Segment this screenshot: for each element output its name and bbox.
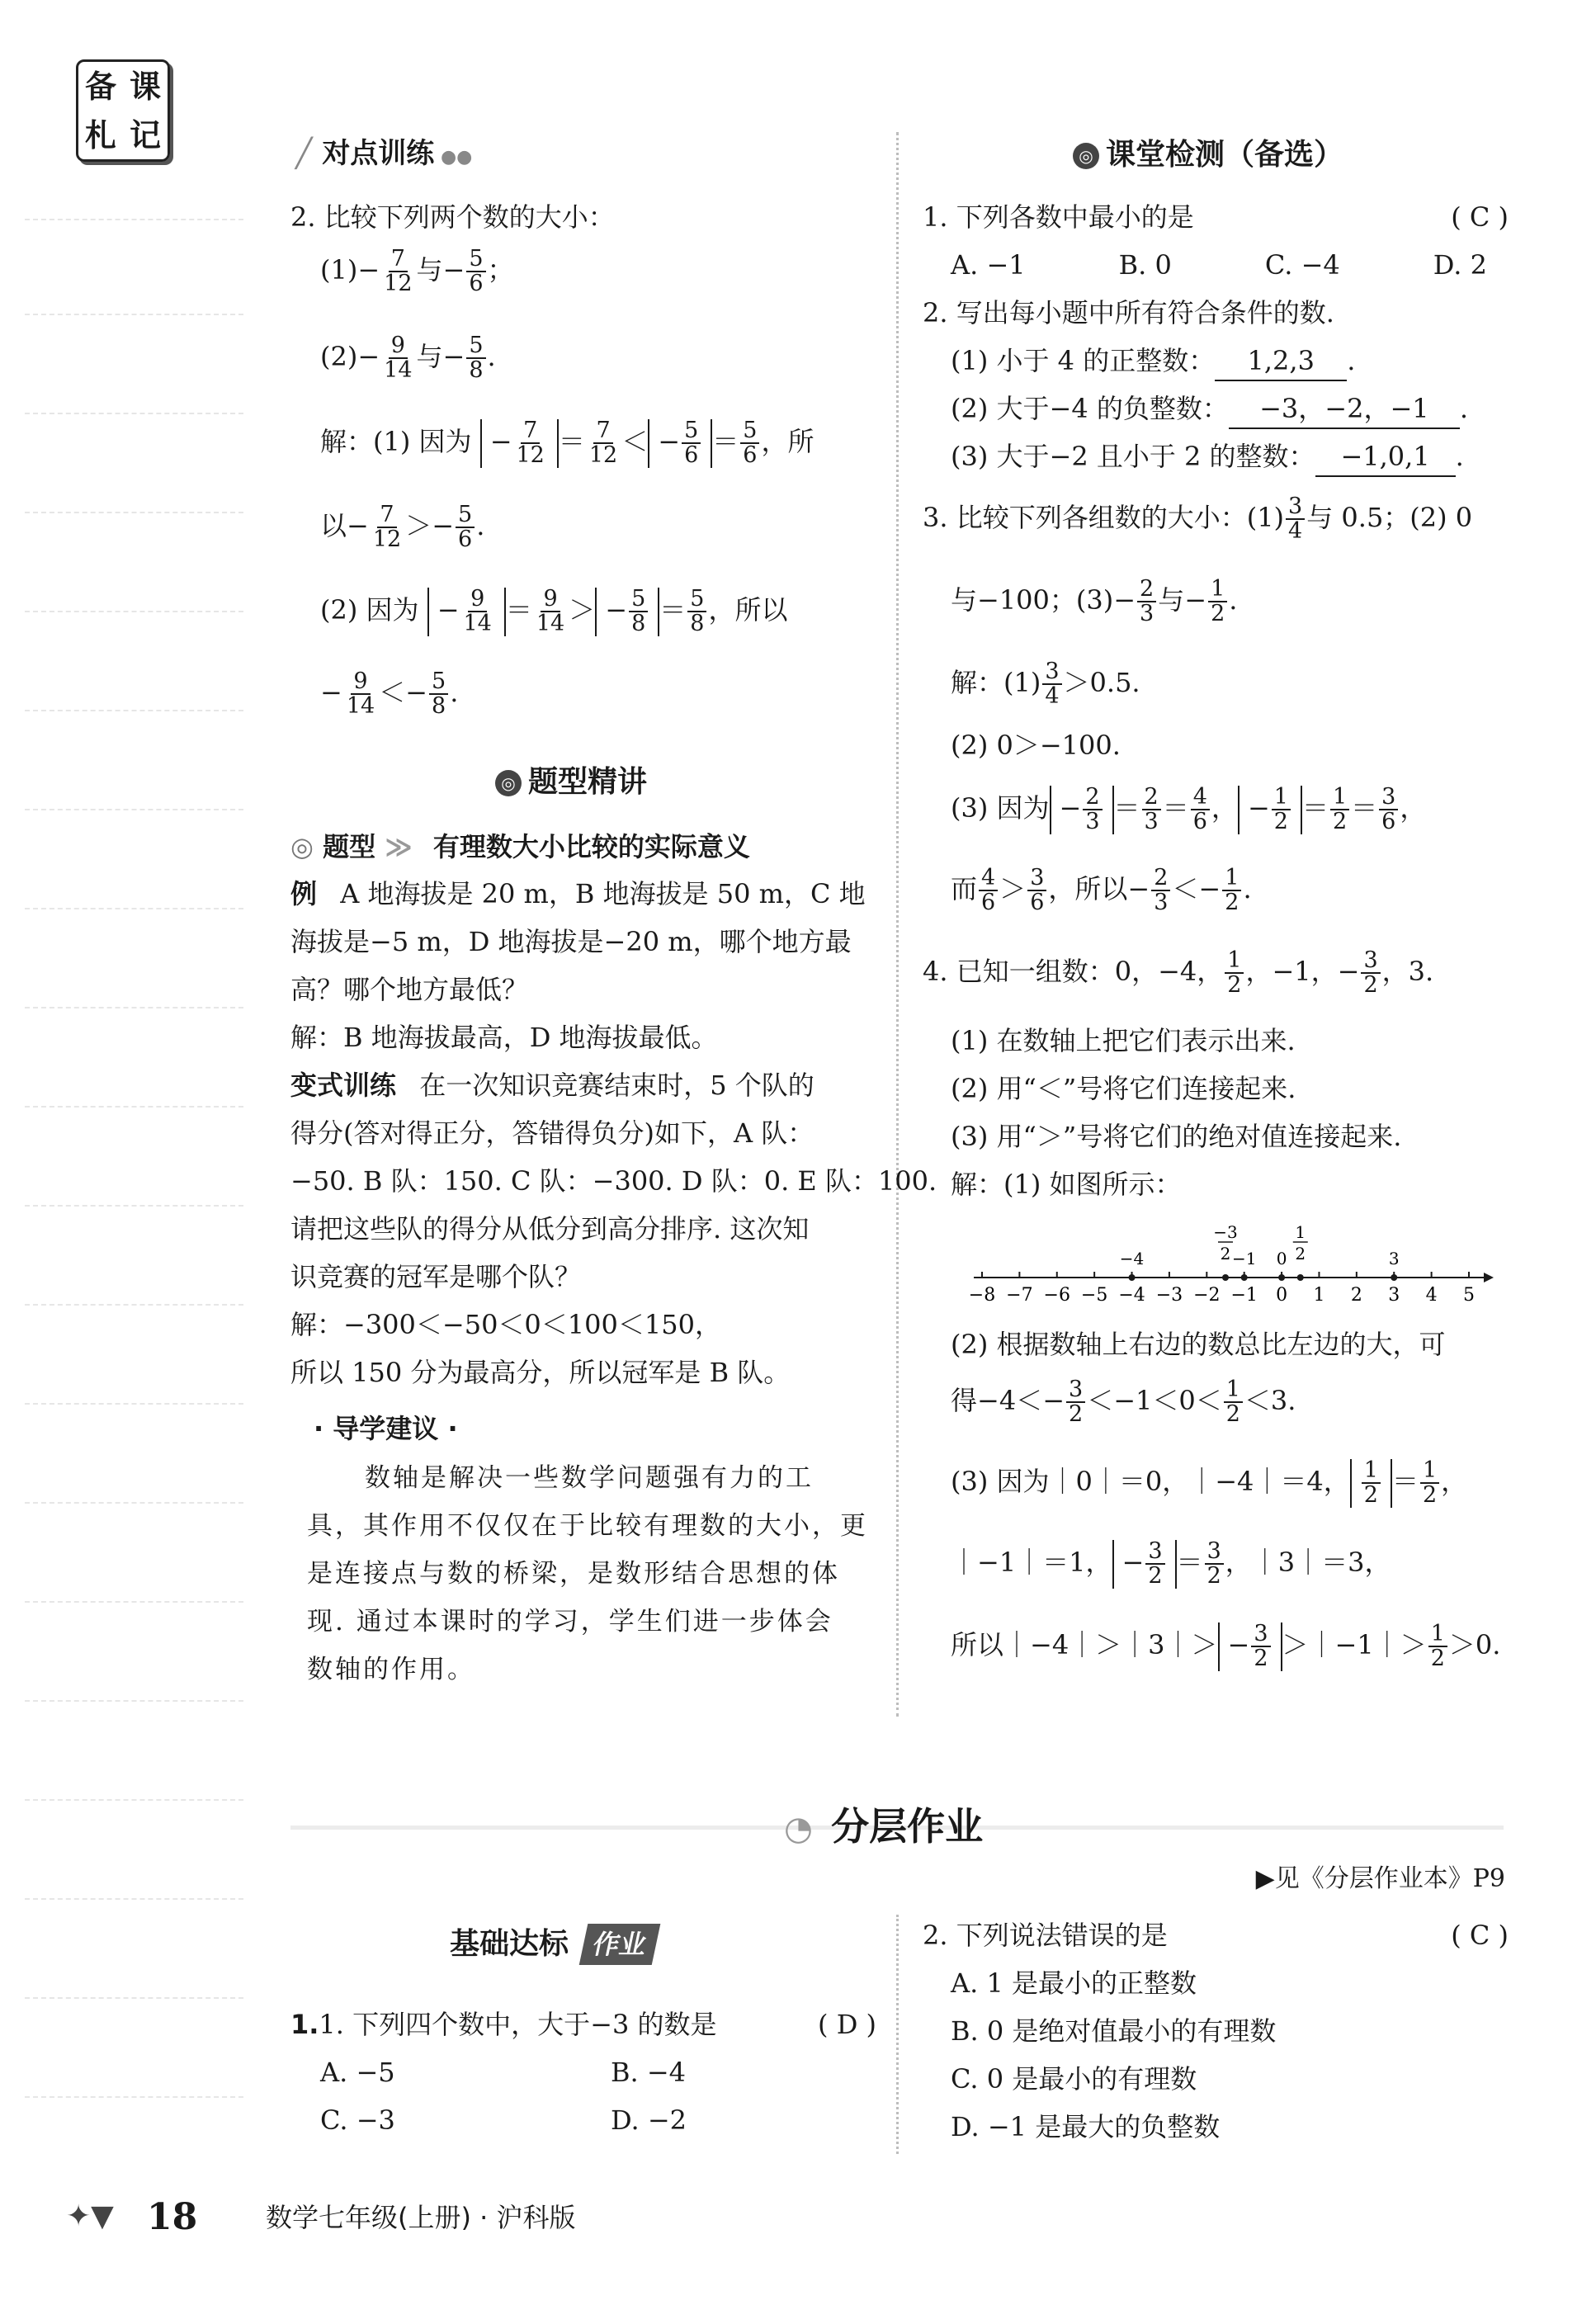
- stamp-char: 备: [84, 68, 116, 105]
- variant-line-2: 得分(答对得正分，答错得负分)如下，A 队：: [290, 1117, 815, 1149]
- section-icon: ◎: [495, 770, 522, 796]
- type-icon: ◎: [290, 831, 314, 862]
- stamp-char: 记: [129, 116, 161, 154]
- rq4-sol-2a: (2) 根据数轴上右边的数总比左边的大，可: [951, 1329, 1446, 1360]
- example-line-3: 高？哪个地方最低？: [290, 974, 529, 1005]
- point-marker: [1222, 1274, 1229, 1281]
- rq3-sol-1: 解：(1) $\frac{3}{4}$ ＞0.5.: [951, 659, 1140, 710]
- solution-line-4: − $\frac{9}{14}$ ＜− $\frac{5}{8}$ .: [320, 668, 459, 720]
- point-marker: [1297, 1274, 1304, 1281]
- tip-line-3: 是连接点与数的桥梁，是数形结合思想的体: [307, 1559, 840, 1589]
- tick-label: −2: [1193, 1285, 1221, 1306]
- hq1: 1.1. 下列四个数中，大于−3 的数是 ( D ): [290, 2009, 876, 2040]
- column-divider: [896, 132, 899, 1717]
- solution-line-1: 解：(1) 因为 − $\frac{7}{12}$ ＝ $\frac{7}{12}$ ＜ − $\frac{5}{6}$ ＝ $\frac{5}{6}$ ，所: [320, 418, 815, 469]
- tick-label: −6: [1043, 1285, 1070, 1306]
- tick-label: −1: [1230, 1285, 1258, 1306]
- rq4-sol-5: 所以｜−4｜＞｜3｜＞ − $\frac{3}{2}$ ＞｜−1｜＞ $\frac{1}{2}$ ＞0.: [951, 1621, 1501, 1672]
- answer-blank: −1,0,1: [1315, 437, 1456, 477]
- rq1: 1. 下列各数中最小的是 ( C ): [923, 201, 1509, 233]
- point-label: −4: [1119, 1249, 1145, 1268]
- variant-line-4: 请把这些队的得分从低分到高分排序. 这次知: [290, 1213, 810, 1245]
- solution-line-3: (2) 因为 − $\frac{9}{14}$ ＝ $\frac{9}{14}$ ＞ − $\frac{5}{8}$ ＝ $\frac{5}{8}$ ，所以: [320, 586, 788, 637]
- hq2: 2. 下列说法错误的是 ( C ): [923, 1920, 1509, 1951]
- homework-reference: ▶见《分层作业本》P9: [1255, 1864, 1505, 1893]
- rq4-sol-1: 解：(1) 如图所示：: [951, 1169, 1182, 1200]
- point-label-denominator: 2: [1220, 1244, 1231, 1263]
- class-check-title: ◎ 课堂检测（备选）: [1073, 134, 1343, 177]
- rq4-item-2: (2) 用“＜”号将它们连接起来.: [951, 1073, 1296, 1104]
- answer-blank: −3，−2，−1: [1229, 390, 1460, 429]
- rq3-sol-4: 而 $\frac{4}{6}$ ＞ $\frac{3}{6}$ ，所以− $\frac{2}{3}$ ＜− $\frac{1}{2}$ .: [951, 865, 1252, 916]
- point-marker: [1278, 1274, 1285, 1281]
- tick-label: 3: [1388, 1285, 1400, 1306]
- variant-answer-1: 解：−300＜−50＜0＜100＜150，: [290, 1309, 721, 1340]
- rq2-item-1: (1) 小于 4 的正整数： 1,2,3 .: [951, 342, 1355, 381]
- book-title: 数学七年级(上册) · 沪科版: [266, 2202, 576, 2233]
- point-marker: [1241, 1274, 1248, 1281]
- rq2: 2. 写出每小题中所有符合条件的数.: [923, 297, 1334, 328]
- sidebar-stamp: [76, 59, 170, 162]
- tick-label: −4: [1118, 1285, 1145, 1306]
- example-line-1: 例 A 地海拔是 20 m，B 地海拔是 50 m，C 地: [290, 878, 866, 909]
- hq2-option-d: D. −1 是最大的负整数: [951, 2111, 1221, 2142]
- tip-title: · 导学建议 ·: [314, 1413, 458, 1444]
- question-2-left: 2. 比较下列两个数的大小：: [290, 201, 615, 233]
- section-icon: ◎: [1073, 143, 1099, 169]
- tick-label: 4: [1425, 1285, 1438, 1306]
- point-label-numerator: −3: [1213, 1222, 1238, 1242]
- tip-line-4: 现. 通过本课时的学习，学生们进一步体会: [307, 1607, 833, 1637]
- section-title-type-explained: ◎ 题型精讲: [495, 761, 647, 804]
- option-b: B. 0: [1118, 249, 1172, 281]
- variant-line-3: −50. B 队：150. C 队：−300. D 队：0. E 队：100.: [290, 1165, 937, 1197]
- rq4-sol-2b: 得−4＜− $\frac{3}{2}$ ＜−1＜0＜ $\frac{1}{2}$ ＜3.: [951, 1377, 1296, 1428]
- rq4-item-1: (1) 在数轴上把它们表示出来.: [951, 1025, 1296, 1056]
- type-heading: ◎ 题型 ≫ 有理数大小比较的实际意义: [290, 831, 750, 862]
- solution-line-2: 以− $\frac{7}{12}$ ＞− $\frac{5}{6}$ .: [320, 502, 485, 553]
- footer-mark-icon: ✦▼: [66, 2199, 114, 2233]
- tick-label: 2: [1350, 1285, 1362, 1306]
- tick-label: 5: [1463, 1285, 1475, 1306]
- rq3-line-1: 3. 比较下列各组数的大小：(1) $\frac{3}{4}$ 与 0.5；(2) 0: [923, 494, 1473, 545]
- variant-answer-2: 所以 150 分为最高分，所以冠军是 B 队。: [290, 1357, 791, 1388]
- homework-title: ◔ 分层作业: [784, 1804, 984, 1849]
- answer-blank: 1,2,3: [1215, 342, 1347, 381]
- tick-label: 1: [1313, 1285, 1325, 1306]
- option-d: D. 2: [1433, 249, 1487, 281]
- rq4-sol-4: ｜−1｜＝1， − $\frac{3}{2}$ ＝ $\frac{3}{2}$ ，｜3｜＝3，: [951, 1538, 1391, 1589]
- point-label-numerator: 1: [1295, 1222, 1306, 1242]
- hq1-option-d: D. −2: [611, 2104, 687, 2136]
- question-2-part2: (2)− $\frac{9}{14}$ 与− $\frac{5}{8}$ .: [320, 333, 496, 384]
- homework-divider: [896, 1915, 899, 2154]
- tick-label: −8: [968, 1285, 996, 1306]
- variant-line-1: 变式训练 在一次知识竞赛结束时，5 个队的: [290, 1070, 815, 1101]
- question-2-part1: (1)− $\frac{7}{12}$ 与− $\frac{5}{6}$ ；: [320, 246, 514, 297]
- basic-label: 基础达标 作业: [450, 1923, 656, 1966]
- tip-line-5: 数轴的作用。: [307, 1655, 475, 1684]
- rq3-sol-2: (2) 0＞−100.: [951, 730, 1121, 761]
- stamp-char: 课: [129, 68, 161, 105]
- point-marker: [1391, 1274, 1397, 1281]
- tick-label: 0: [1276, 1285, 1288, 1306]
- tick-label: −5: [1080, 1285, 1108, 1306]
- example-answer: 解：B 地海拔最高，D 地海拔最低。: [290, 1022, 718, 1053]
- rq4: 4. 已知一组数：0，−4， $\frac{1}{2}$ ，−1，− $\frac{3}{2}$ ，3.: [923, 947, 1434, 999]
- point-label-denominator: 2: [1295, 1244, 1306, 1263]
- rq4-sol-3: (3) 因为｜0｜＝0，｜−4｜＝4， $\frac{1}{2}$ ＝ $\frac{1}{2}$ ，: [951, 1457, 1468, 1509]
- tip-line-2: 具，其作用不仅仅在于比较有理数的大小，更: [307, 1511, 868, 1541]
- hq2-option-a: A. 1 是最小的正整数: [951, 1967, 1197, 1999]
- point-label: −1: [1231, 1249, 1257, 1268]
- hq1-option-a: A. −5: [320, 2057, 395, 2088]
- page-number: 18: [147, 2196, 198, 2238]
- point-label: 0: [1276, 1249, 1287, 1268]
- stamp-char: 札: [84, 116, 116, 154]
- rq2-item-2: (2) 大于−4 的负整数： −3，−2，−1 .: [951, 390, 1468, 429]
- hq1-option-c: C. −3: [320, 2104, 395, 2136]
- hq1-option-b: B. −4: [611, 2057, 687, 2088]
- point-label: 3: [1388, 1249, 1400, 1268]
- option-c: C. −4: [1264, 249, 1340, 281]
- rq3-sol-3: (3) 因为 − $\frac{2}{3}$ ＝ $\frac{2}{3}$ ＝ $\frac{4}{6}$ ， − $\frac{1}{2}$ ＝ $\frac{1}{2}$ ＝ $\frac{3}{6}$ ，: [951, 784, 1427, 835]
- rq2-item-3: (3) 大于−2 且小于 2 的整数： −1,0,1 .: [951, 437, 1464, 477]
- swirl-icon: ◔: [784, 1810, 813, 1848]
- tick-label: −3: [1155, 1285, 1183, 1306]
- drill-title: ╱ 对点训练 ●●: [295, 137, 473, 170]
- example-line-2: 海拔是−5 m，D 地海拔是−20 m，哪个地方最: [290, 926, 852, 957]
- tip-line-1: 数轴是解决一些数学问题强有力的工: [365, 1463, 814, 1493]
- axis-arrow: [1484, 1273, 1494, 1282]
- point-marker: [1129, 1274, 1136, 1281]
- rq4-item-3: (3) 用“＞”号将它们的绝对值连接起来.: [951, 1121, 1402, 1152]
- hq2-option-b: B. 0 是绝对值最小的有理数: [951, 2015, 1277, 2047]
- variant-line-5: 识竞赛的冠军是哪个队？: [290, 1261, 582, 1292]
- hq2-option-c: C. 0 是最小的有理数: [951, 2063, 1197, 2095]
- option-a: A. −1: [951, 249, 1026, 281]
- tick-label: −7: [1006, 1285, 1033, 1306]
- rq3-line-2: 与−100；(3)− $\frac{2}{3}$ 与− $\frac{1}{2}$ .: [951, 576, 1238, 627]
- rq1-options: [951, 246, 1487, 284]
- number-line-figure: [966, 1213, 1502, 1320]
